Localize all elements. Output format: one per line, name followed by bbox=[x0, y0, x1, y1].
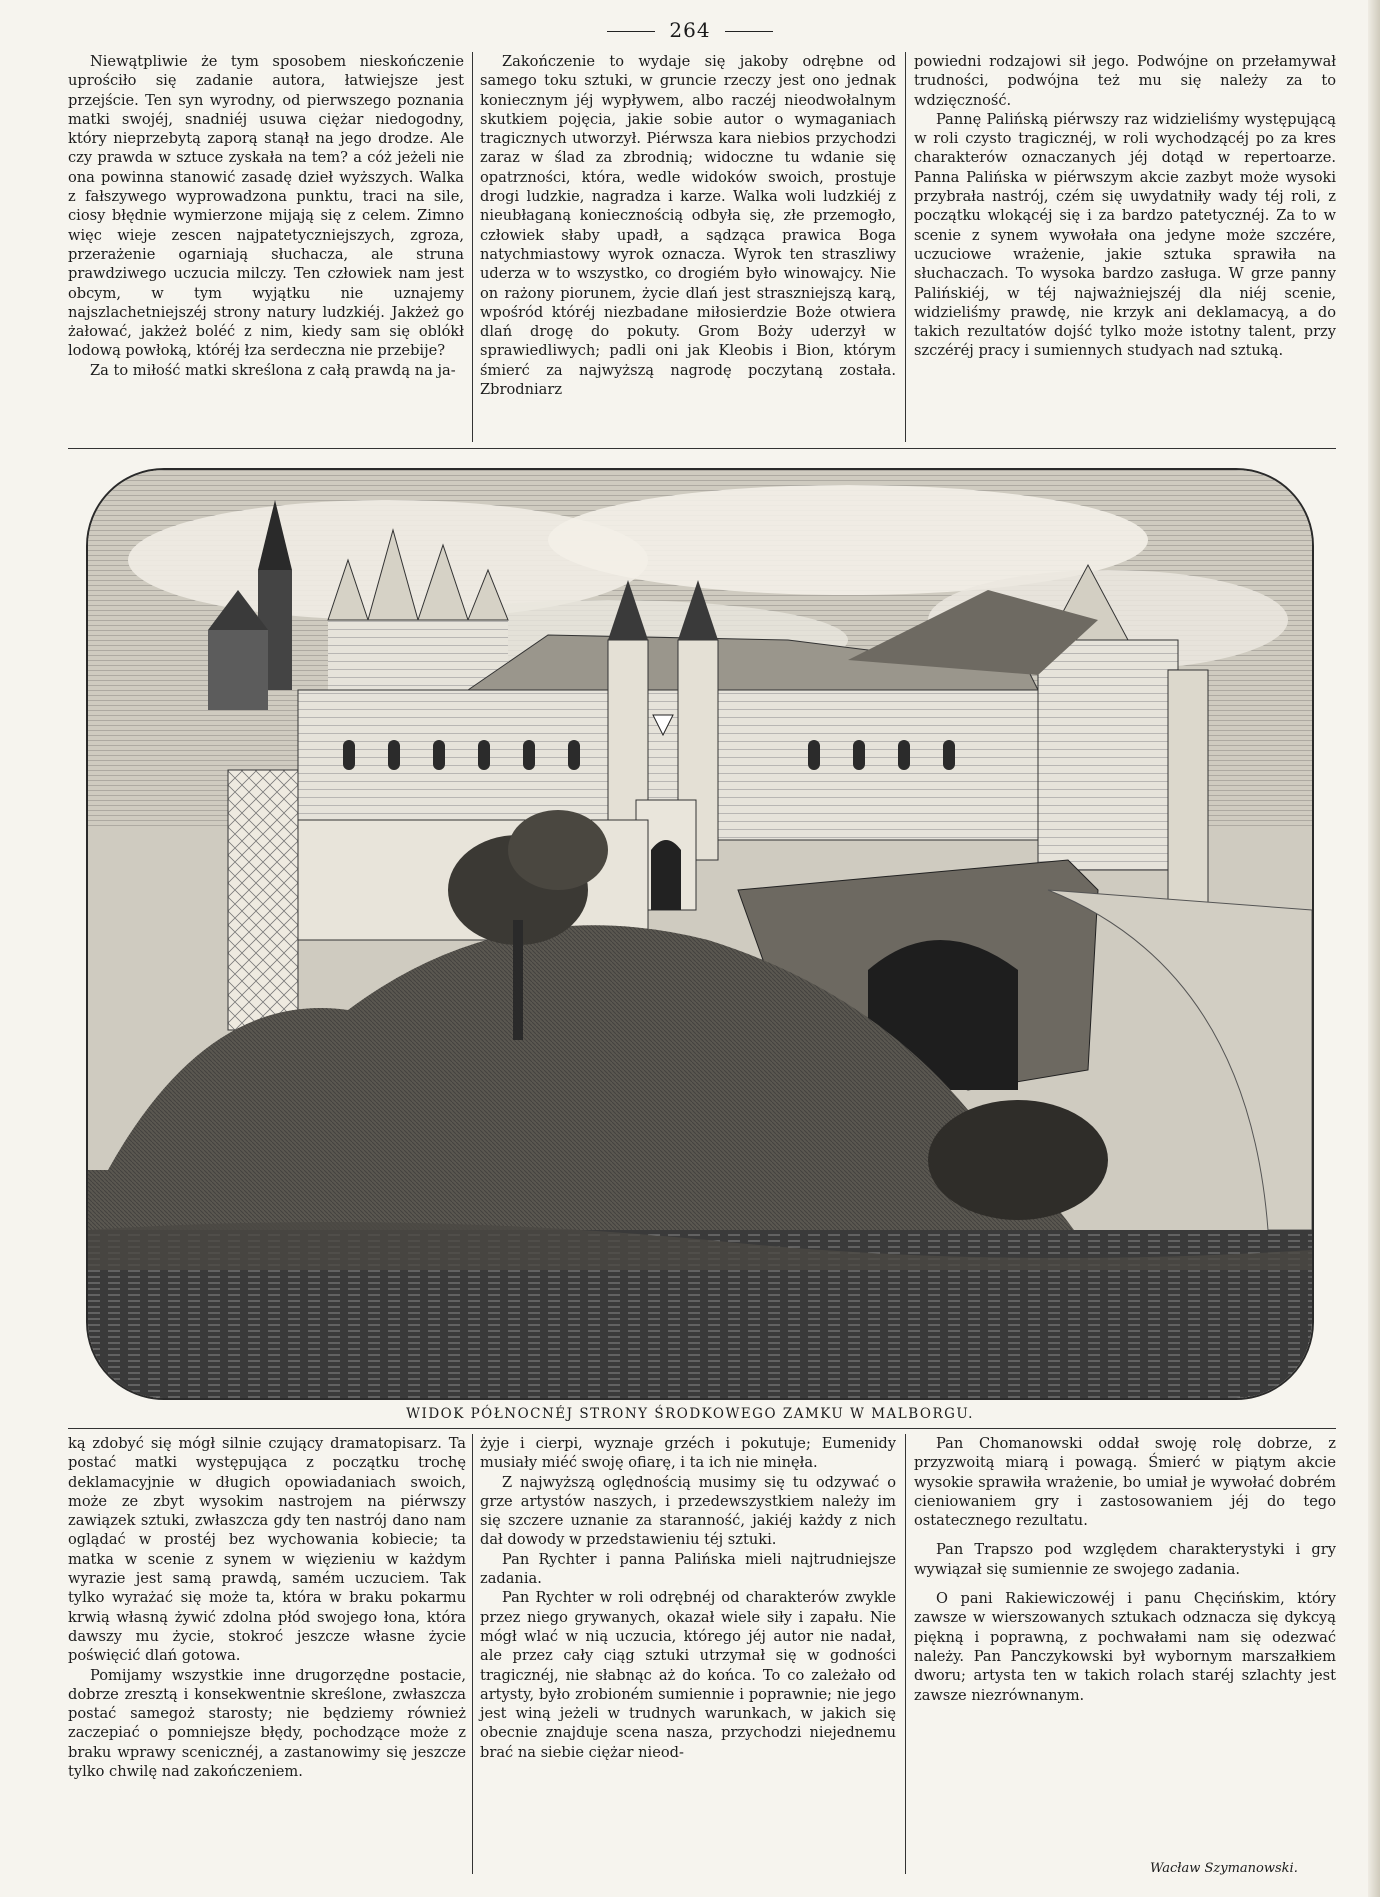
paragraph: Pannę Palińską piérwszy raz widzieliśmy występującą w roli czysto tragicznéj, w roli wychodzącéj po za kres charakterów oznaczanych jéj dotąd w repertoarze. Panna Palińska w piérwszym akcie zazbyt może wysoki przybrała nastrój, czém się uwydatniły wady téj roli, z początku wlokącéj się i za bardzo patetycznéj. Za to w scenie z synem wywołała ona jedyne może szczére, uczuciowe wrażenie, jakie sztuka sprawiła na słuchaczach. To wysoka bardzo zasługa. W grze panny Palińskiéj, w téj najważniejszéj dla niéj scenie, widzieliśmy prawdę, nie krzyk ani deklamacyą, a do takich rezultatów dojść tylko może istotny talent, przy szczéréj pracy i sumiennych studyach nad sztuką. bbox=[914, 110, 1336, 360]
caption-rule bbox=[68, 1428, 1336, 1429]
top-text-bottom-rule bbox=[68, 448, 1336, 449]
paragraph: powiedni rodzajowi sił jego. Podwójne on przełamywał trudności, podwójna też mu się należy za to wdzięczność. bbox=[914, 53, 1336, 109]
paragraph: Z najwyższą oględnością musimy się tu odzywać o grze artystów naszych, i przedewszystkiem należy im się szczere uznanie za staranność, jakiéj każdy z nich dał dowody w przedstawieniu téj sztuki. bbox=[480, 1473, 896, 1549]
paragraph: żyje i cierpi, wyznaje grzéch i pokutuje; Eumenidy musiały miéć swoję ofiarę, i ta ich nie minęła. bbox=[480, 1435, 896, 1472]
bottom-column-divider-2 bbox=[905, 1434, 906, 1874]
paragraph: Pan Chomanowski oddał swoję rolę dobrze, z przyzwoitą miarą i powagą. Śmierć w piątym akcie wysokie sprawiła wrażenie, bo umiał je wywołać dobrém cieniowaniem gry i zastosowaniem jéj do tego ostatecznego rezultatu. bbox=[914, 1435, 1336, 1530]
paragraph: ką zdobyć się mógł silnie czujący dramatopisarz. Ta postać matki występująca z początku trochę deklamacyjnie w długich opowiadaniach swoich, może ze zbyt wysokim nastrojem na piérwszy zawiązek sztuki, zwłaszcza gdy ten nastrój dano nam oglądać w prostéj bez wychowania kobiecie; ta matka w scenie z synem w więzieniu w każdym wyrazie jest samą prawdą, samém uczuciem. Tak tylko wyrażać się może ta, która w braku pokarmu krwią własną żywić zdolna płód swojego łona, która dawszy mu życie, stokroć jeszcze własne życie poświęcić dlań gotowa. bbox=[68, 1435, 466, 1665]
top-column-3 bbox=[914, 52, 1336, 361]
page-edge-strip bbox=[1368, 0, 1380, 1897]
paragraph: O pani Rakiewiczowéj i panu Chęcińskim, który zawsze w wierszowanych sztukach odznacza się dykcyą piękną i poprawną, z pochwałami nam się odezwać należy. Pan Panczykowski był wybornym marszałkiem dworu; artysta ten w takich rolach staréj szlachty jest zawsze niezrównanym. bbox=[914, 1590, 1336, 1704]
header-rule-right bbox=[725, 31, 773, 32]
bottom-column-2 bbox=[480, 1434, 896, 1762]
paragraph: Niewątpliwie że tym sposobem nieskończenie uprościło się zadanie autora, łatwiejsze jest przejście. Ten syn wyrodny, od pierwszego poznania matki swojéj, snadniéj usuwa ciężar niedogodny, który nieprzebytą zaporą stanął na jego drodze. Ale czy prawda w sztuce zyskała na tem? a cóż jeżeli nie ona powinna stanowić zasadę dzieł wyższych. Walka z fałszywego wyprowadzona punktu, traci na sile, ciosy błędnie wymierzone mijają się z celem. Zimno więc wieje zescen najpatetyczniejszych, zgroza, przerażenie ogarniają słuchacza, ale struna prawdziwego uczucia milczy. Ten człowiek nam jest obcym, w tym wyjątku nie uznajemy najszlachetniejszéj strony natury ludzkiéj. Jakżeż go żałować, jakżeż boléć z nim, kiedy sam się oblókł lodową powłoką, któréj łza serdeczna nie przebije? bbox=[68, 53, 464, 360]
top-column-2 bbox=[480, 52, 896, 399]
paragraph: Pomijamy wszystkie inne drugorzędne postacie, dobrze zresztą i konsekwentnie skreślone, zwłaszcza postać samegoż starosty; nie będziemy również zaczepiać o pomniejsze błędy, pochodzące może z braku wprawy scenicznéj, a zastanowimy się jeszcze tylko chwilę nad zakończeniem. bbox=[68, 1666, 466, 1781]
castle-engraving-illustration bbox=[86, 468, 1314, 1400]
top-column-divider-2 bbox=[905, 52, 906, 442]
bottom-column-1 bbox=[68, 1434, 466, 1781]
paragraph: Pan Rychter w roli odrębnéj od charakterów zwykle przez niego grywanych, okazał wiele siły i zapału. Nie mógł wlać w nią uczucia, którego jéj autor nie nadał, ale przez cały ciąg sztuki utrzymał się w godności tragicznéj, nie słabnąc aż do końca. To co zależało od artysty, było zrobioném sumiennie i poprawnie; nie jego jest winą jeżeli w trudnych warunkach, w jakich się obecnie znajduje scena nasza, przychodzi niejednemu brać na siebie ciężar nieod- bbox=[480, 1589, 896, 1761]
page-number-header bbox=[0, 18, 1380, 42]
top-column-divider-1 bbox=[472, 52, 473, 442]
paragraph: Pan Trapszo pod względem charakterystyki i gry wywiązał się sumiennie ze swojego zadania. bbox=[914, 1541, 1336, 1578]
paragraph: Zakończenie to wydaje się jakoby odrębne od samego toku sztuki, w gruncie rzeczy jest ono jednak koniecznym jéj wypływem, albo raczéj nieodwołalnym skutkiem pojęcia, jakie sobie autor o wymaganiach tragicznych utworzył. Piérwsza kara niebios przychodzi zaraz w ślad za zbrodnią; widoczne tu wdanie się opatrzności, która, wedle widoków swoich, prostuje drogi ludzkie, nagradza i karze. Walka woli ludzkiéj z nieubłaganą koniecznością odbyła się, złe przemogło, człowiek słaby upadł, a sądząca prawica Boga natychmiastowy wyrok oznacza. Wyrok ten straszliwy uderza w to wszystko, co drogiém było winowajcy. Nie on rażony piorunem, życie dlań jest straszniejszą karą, wpośród któréj niezbadane miłosierdzie Boże otwiera dlań drogę do pokuty. Grom Boży uderzył w sprawiedliwych; padli oni jak Kleobis i Bion, którym śmierć za najwyższą nagrodę poczytaną została. Zbrodniarz bbox=[480, 53, 896, 399]
paragraph: Za to miłość matki skreślona z całą prawdą na ja- bbox=[90, 361, 456, 379]
castle-engraving-icon bbox=[88, 470, 1312, 1398]
illustration-caption: WIDOK PÓŁNOCNÉJ STRONY ŚRODKOWEGO ZAMKU W MALBORGU. bbox=[406, 1406, 974, 1422]
paragraph: Pan Rychter i panna Palińska mieli najtrudniejsze zadania. bbox=[480, 1550, 896, 1588]
page-number: 264 bbox=[669, 18, 711, 42]
bottom-column-divider-1 bbox=[472, 1434, 473, 1874]
bottom-column-3 bbox=[914, 1434, 1336, 1705]
author-signature: Wacław Szymanowski. bbox=[1150, 1861, 1298, 1876]
header-rule-left bbox=[607, 31, 655, 32]
top-column-1 bbox=[68, 52, 464, 380]
